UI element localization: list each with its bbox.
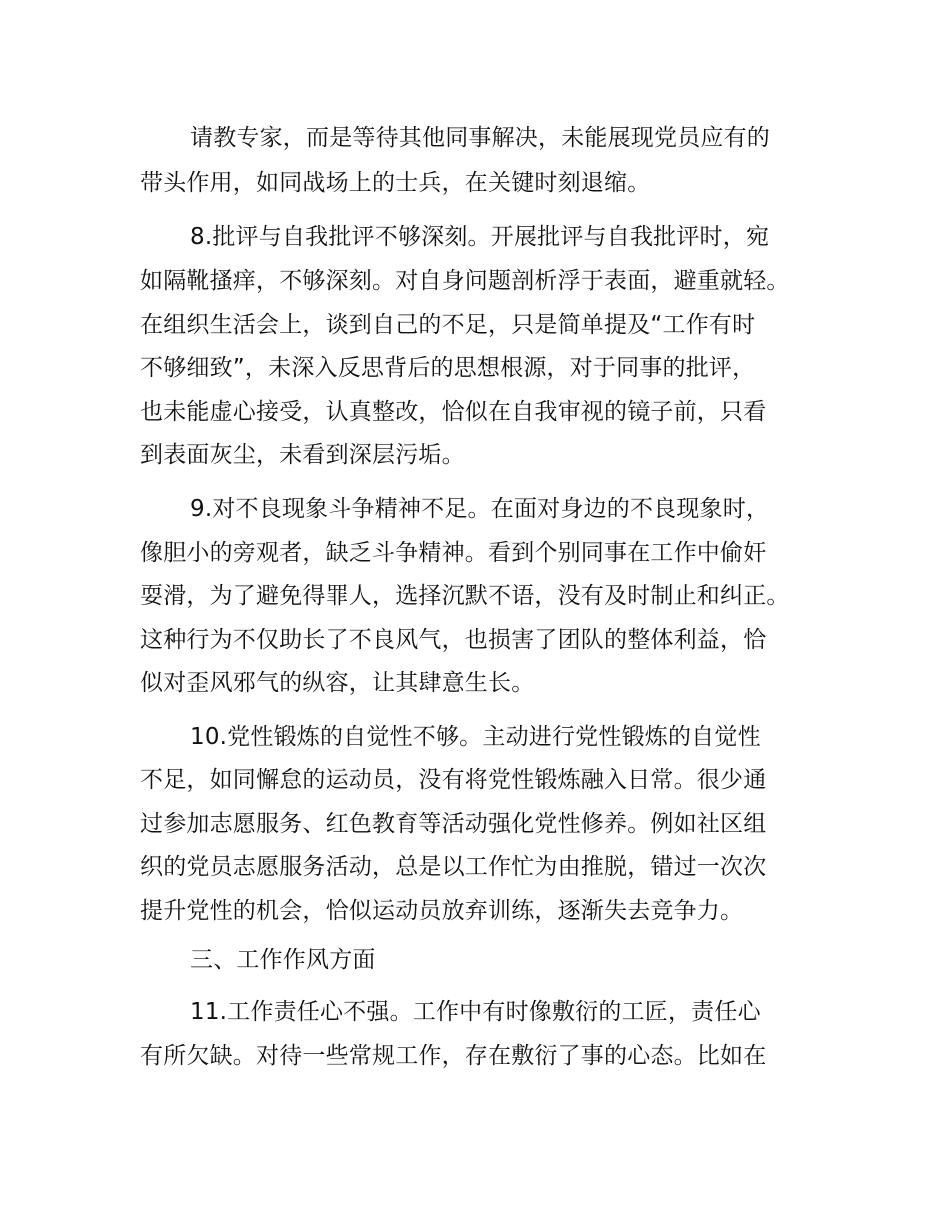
text-line: 10.党性锻炼的自觉性不够。主动进行党性锻炼的自觉性 bbox=[190, 724, 761, 750]
text-line: 似对歪风邪气的纵容，让其肆意生长。 bbox=[140, 670, 535, 696]
text-line: 在组织生活会上，谈到自己的不足，只是简单提及“工作有时 bbox=[140, 312, 756, 338]
text-line: 有所欠缺。对待一些常规工作，存在敷衍了事的心态。比如在 bbox=[140, 1043, 767, 1069]
text-line: 8.批评与自我批评不够深刻。开展批评与自我批评时，宛 bbox=[190, 224, 770, 250]
text-line: 不足，如同懈怠的运动员，没有将党性锻炼融入日常。很少通 bbox=[140, 767, 767, 793]
text-line: 到表面灰尘，未看到深层污垢。 bbox=[140, 442, 465, 468]
text-line: 也未能虚心接受，认真整改，恰似在自我审视的镜子前，只看 bbox=[140, 399, 767, 425]
section-heading: 三、工作作风方面 bbox=[190, 947, 376, 973]
text-line: 织的党员志愿服务活动，总是以工作忙为由推脱，错过一次次 bbox=[140, 854, 767, 880]
text-line: 过参加志愿服务、红色教育等活动强化党性修养。例如社区组 bbox=[140, 811, 767, 837]
text-line: 请教专家，而是等待其他同事解决，未能展现党员应有的 bbox=[190, 125, 770, 151]
text-line: 像胆小的旁观者，缺乏斗争精神。看到个别同事在工作中偷奸 bbox=[140, 540, 767, 566]
text-line: 不够细致”，未深入反思背后的思想根源，对于同事的批评， bbox=[140, 355, 756, 381]
text-line: 这种行为不仅助长了不良风气，也损害了团队的整体利益，恰 bbox=[140, 627, 767, 653]
text-line: 9.对不良现象斗争精神不足。在面对身边的不良现象时， bbox=[190, 496, 770, 522]
text-line: 11.工作责任心不强。工作中有时像敷衍的工匠，责任心 bbox=[190, 999, 761, 1025]
text-line: 带头作用，如同战场上的士兵，在关键时刻退缩。 bbox=[140, 170, 651, 196]
text-line: 提升党性的机会，恰似运动员放弃训练，逐渐失去竞争力。 bbox=[140, 898, 744, 924]
text-line: 如隔靴搔痒，不够深刻。对自身问题剖析浮于表面，避重就轻。 bbox=[140, 268, 790, 294]
text-line: 耍滑，为了避免得罪人，选择沉默不语，没有及时制止和纠正。 bbox=[140, 583, 790, 609]
